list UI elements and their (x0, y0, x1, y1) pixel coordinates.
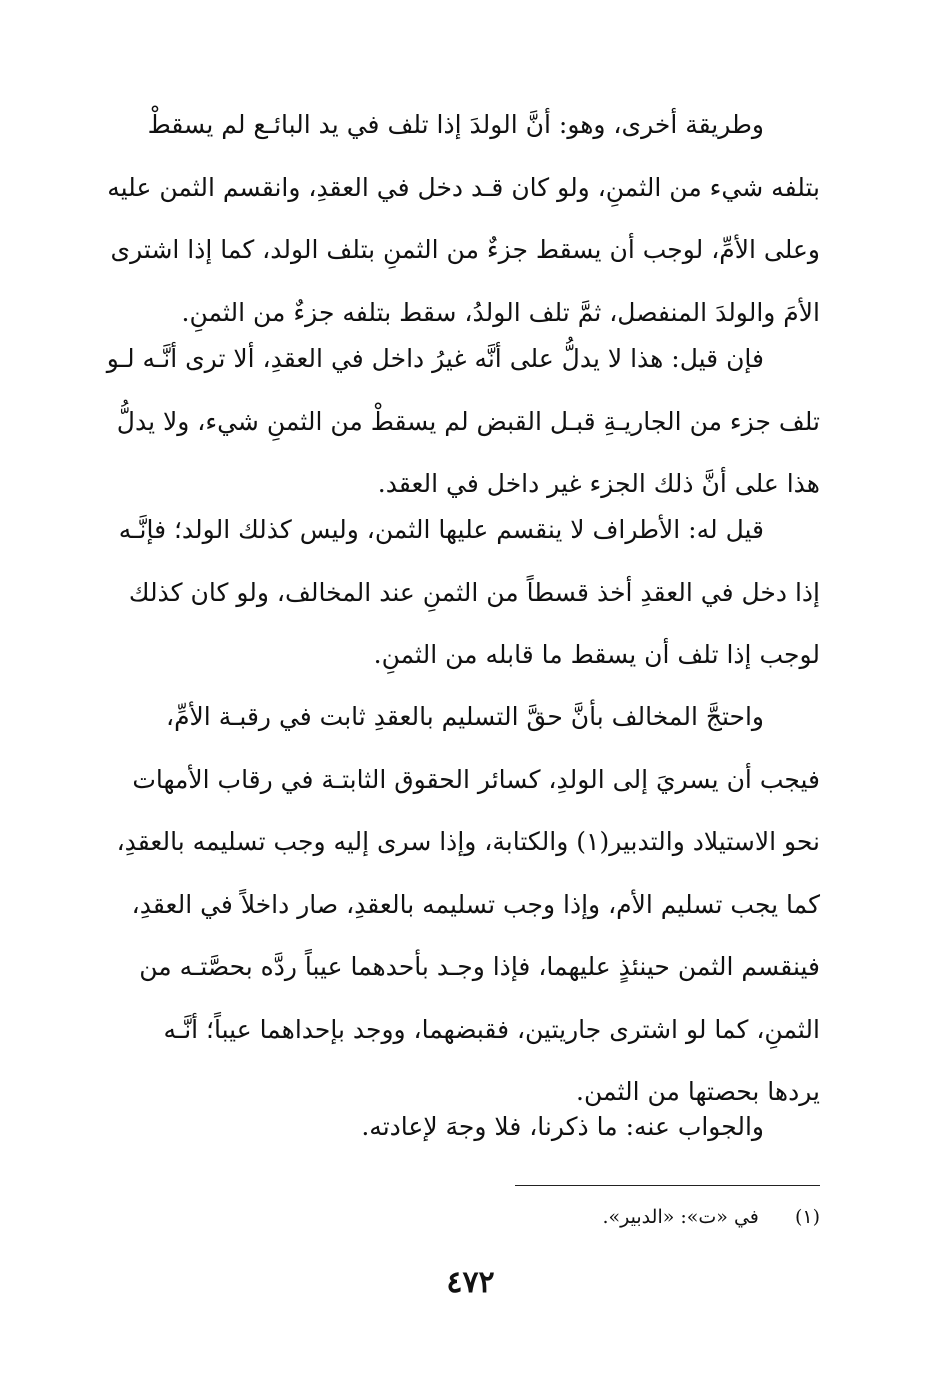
text-line: وعلى الأمِّ، لوجب أن يسقط جزءٌ من الثمنِ بتلف الولد، كما إذا اشترى (110, 235, 820, 264)
text-line: تلف جزء من الجاريـةِ قبـل القبض لم يسقطْ من الثمنِ شيء، ولا يدلُّ (116, 406, 820, 436)
footnote-text: في «ت»: «الدبير». (602, 1206, 759, 1228)
text-line: واحتجَّ المخالف بأنَّ حقَّ التسليم بالعقدِ ثابت في رقبـة الأمِّ، (166, 702, 764, 731)
paragraph-2 (98, 328, 820, 516)
footnote-number: (١) (794, 1206, 820, 1228)
text-line: لوجب إذا تلف أن يسقط ما قابله من الثمنِ. (373, 640, 820, 669)
text-line: بتلفه شيء من الثمنِ، ولو كان قـد دخل في العقدِ، وانقسم الثمن عليه (107, 172, 820, 202)
text-line: وطريقة أخرى، وهو: أنَّ الولدَ إذا تلف في يد البائـع لم يسقطْ (147, 110, 764, 139)
text-line: الأمَ والولدَ المنفصل، ثمَّ تلف الولدُ، سقط بتلفه جزءٌ من الثمنِ. (181, 297, 820, 327)
text-line: نحو الاستيلاد والتدبير(١) والكتابة، وإذا سرى إليه وجب تسليمه بالعقدِ، (116, 827, 820, 856)
text-line: فإن قيل: هذا لا يدلُّ على أنَّه غيرُ داخل في العقدِ، ألا ترى أنَّـه لـو (106, 344, 764, 373)
footnote (400, 1202, 820, 1232)
text-line: يردها بحصتها من الثمن. (576, 1077, 820, 1106)
text-line: إذا دخل في العقدِ أخذ قسطاً من الثمنِ عند المخالف، ولو كان كذلك (128, 577, 820, 607)
text-line: قيل له: الأطراف لا ينقسم عليها الثمن، وليس كذلك الولد؛ فإنَّـه (118, 515, 764, 544)
text-line: والجواب عنه: ما ذكرنا، فلا وجهَ لإعادته. (361, 1112, 764, 1141)
page-number: ٤٧٢ (446, 1265, 495, 1300)
paragraph-1 (98, 94, 820, 344)
text-line: فيجب أن يسريَ إلى الولدِ، كسائر الحقوق الثابتـة في رقاب الأمهات (132, 764, 820, 794)
paragraph-3 (98, 499, 820, 687)
text-line: كما يجب تسليم الأم، وإذا وجب تسليمه بالعقدِ، صار داخلاً في العقدِ، (131, 889, 820, 919)
paragraph-5 (98, 1096, 820, 1159)
footnote-divider (515, 1185, 820, 1186)
text-line: هذا على أنَّ ذلك الجزء غير داخل في العقد. (377, 469, 820, 498)
text-line: الثمنِ، كما لو اشترى جاريتين، فقبضهما، ووجد بإحداهما عيباً؛ أنَّـه (163, 1014, 820, 1044)
text-line: فينقسم الثمن حينئذٍ عليهما، فإذا وجـد بأحدهما عيباً ردَّه بحصَّتـه من (139, 952, 820, 981)
paragraph-4 (98, 686, 820, 1124)
